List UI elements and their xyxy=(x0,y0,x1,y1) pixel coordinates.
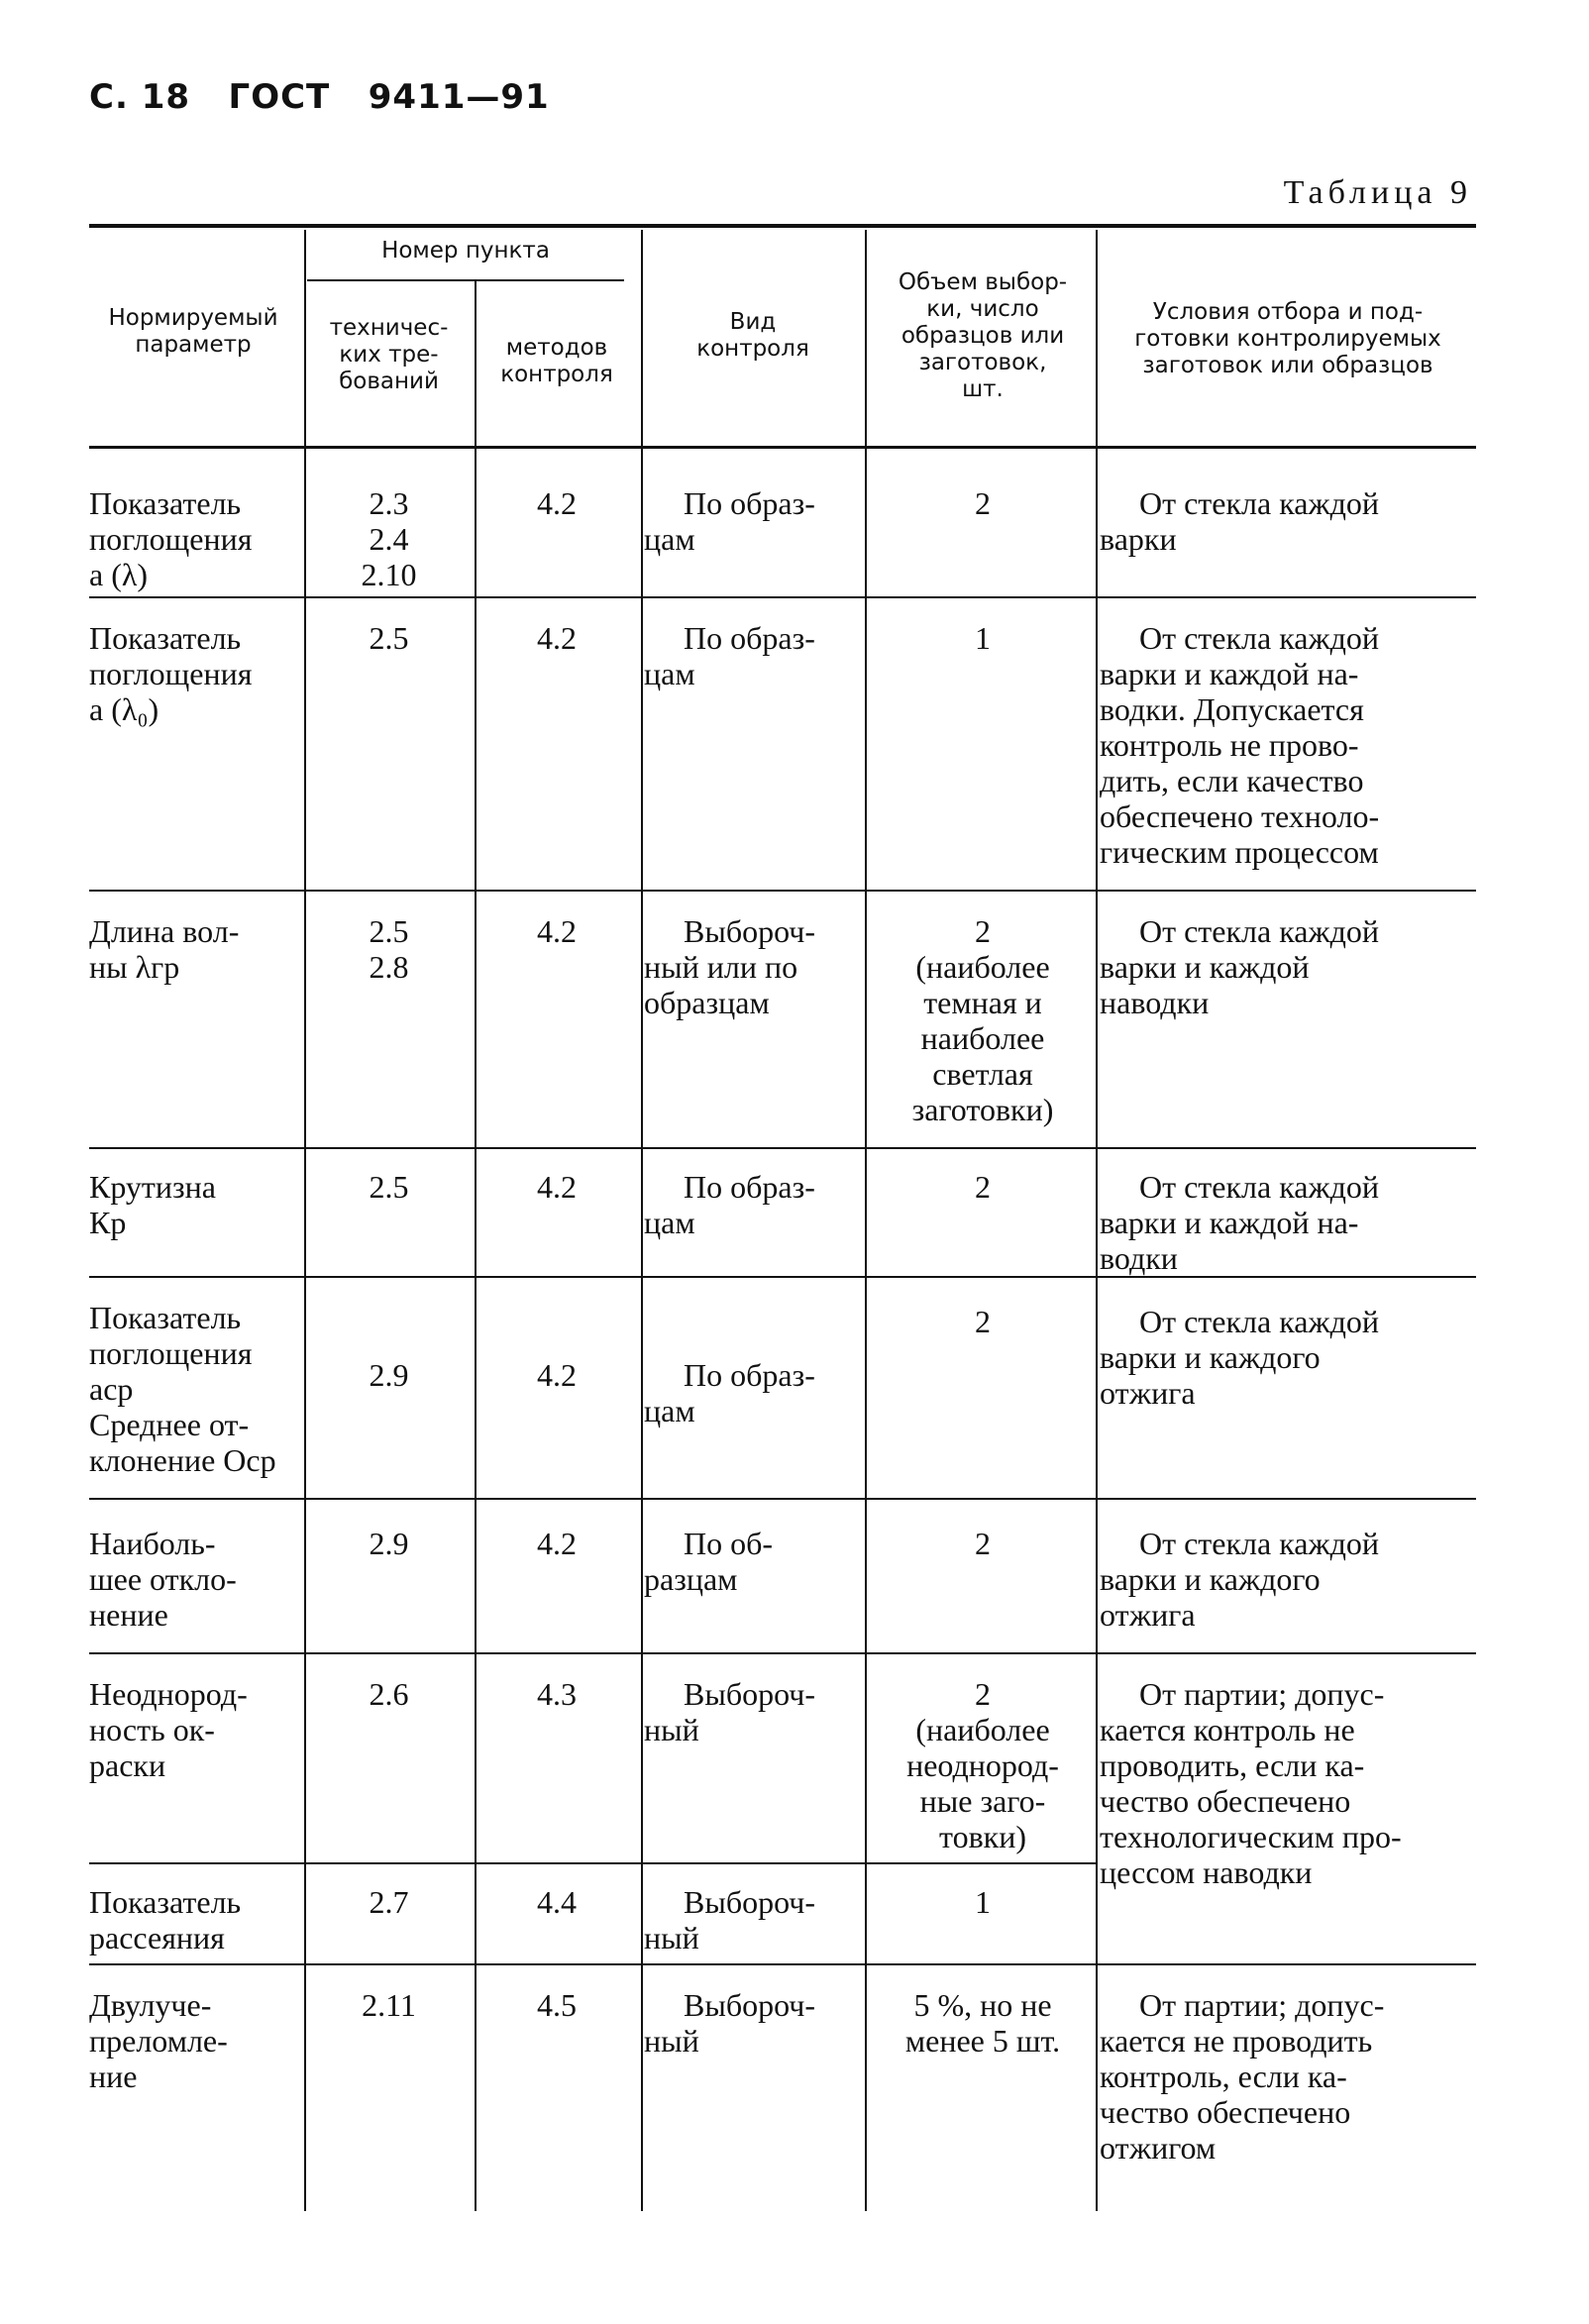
cell-volume: 1 xyxy=(975,620,991,656)
cell-conditions: От стекла каждой варки xyxy=(1100,485,1379,557)
cell-methods: 4.2 xyxy=(537,620,577,656)
row-separator xyxy=(89,1276,1476,1278)
cell-volume: 5 %, но не менее 5 шт. xyxy=(904,1987,1061,2059)
header-bottom-rule xyxy=(89,446,1476,449)
cell-kind: По об- разцам xyxy=(644,1526,774,1597)
page-running-head: С. 18 ГОСТ 9411—91 xyxy=(89,77,550,117)
header-conditions: Условия отбора и под- готовки контролируемых заготовок или образцов xyxy=(1134,299,1441,378)
cell-methods: 4.5 xyxy=(537,1987,577,2023)
cell-kind: По образ- цам xyxy=(644,485,815,557)
header-volume: Объем выбор- ки, число образцов или заготовок, шт. xyxy=(898,269,1068,402)
header-methods: методов контроля xyxy=(500,335,613,387)
row-separator xyxy=(89,890,1476,892)
cell-kind: По образ- цам xyxy=(644,1169,815,1240)
column-divider xyxy=(641,230,643,2211)
cell-volume: 2 xyxy=(975,1169,991,1205)
cell-volume: 2 xyxy=(975,485,991,521)
row-separator xyxy=(89,1147,1476,1149)
cell-conditions: От партии; допус- кается контроль не проводить, если ка- чество обеспечено технологическим про- цессом наводки xyxy=(1100,1676,1402,1890)
cell-volume: 2 xyxy=(975,1526,991,1561)
cell-tech: 2.5 xyxy=(369,620,409,656)
cell-conditions: От стекла каждой варки и каждой на- водки. Допускается контроль не прово- дить, если качество обеспечено техноло- гическим процессом xyxy=(1100,620,1380,870)
cell-tech: 2.5 2.8 xyxy=(369,913,409,985)
cell-conditions: От стекла каждой варки и каждой наводки xyxy=(1100,913,1379,1020)
row-separator xyxy=(89,1652,1476,1654)
column-divider xyxy=(304,230,306,2211)
row-separator xyxy=(89,596,1476,598)
cell-kind: Выбороч- ный xyxy=(644,1987,816,2059)
cell-param: Показатель поглощения аср Среднее от- клонение Оср xyxy=(89,1300,276,1478)
cell-tech: 2.5 xyxy=(369,1169,409,1205)
cell-tech: 2.9 xyxy=(369,1357,409,1393)
cell-tech: 2.11 xyxy=(362,1987,416,2023)
cell-tech: 2.7 xyxy=(369,1884,409,1920)
header-subrule xyxy=(307,279,624,281)
cell-conditions: От стекла каждой варки и каждой на- водки xyxy=(1100,1169,1379,1276)
cell-volume: 1 xyxy=(975,1884,991,1920)
cell-kind: По образ- цам xyxy=(644,620,815,691)
cell-param: Двулуче- преломле- ние xyxy=(89,1987,228,2094)
row-separator-partial xyxy=(89,1862,1096,1864)
cell-tech: 2.3 2.4 2.10 xyxy=(361,485,417,592)
cell-methods: 4.2 xyxy=(537,913,577,949)
column-divider xyxy=(1096,230,1098,2211)
cell-param: Показатель рассеяния xyxy=(89,1884,242,1955)
cell-tech: 2.9 xyxy=(369,1526,409,1561)
cell-param: Длина вол- ны λгр xyxy=(89,913,240,985)
cell-param: Наиболь- шее откло- нение xyxy=(89,1526,237,1633)
cell-tech: 2.6 xyxy=(369,1676,409,1712)
cell-conditions: От стекла каждой варки и каждого отжига xyxy=(1100,1526,1379,1633)
cell-methods: 4.2 xyxy=(537,485,577,521)
cell-methods: 4.2 xyxy=(537,1526,577,1561)
cell-volume: 2 xyxy=(975,1304,991,1339)
column-divider xyxy=(865,230,867,2211)
cell-kind: По образ- цам xyxy=(644,1357,815,1428)
header-item-group: Номер пункта xyxy=(381,238,550,264)
cell-methods: 4.2 xyxy=(537,1357,577,1393)
cell-methods: 4.4 xyxy=(537,1884,577,1920)
cell-kind: Выбороч- ный xyxy=(644,1884,816,1955)
header-kind: Вид контроля xyxy=(696,309,809,362)
cell-param: Показатель поглощения а (λ₀) xyxy=(89,620,253,727)
header-param: Нормируемый параметр xyxy=(108,305,278,358)
row-separator xyxy=(89,1963,1476,1965)
table-number-label: Таблица 9 xyxy=(1283,174,1472,211)
cell-param: Показатель поглощения а (λ) xyxy=(89,485,253,592)
cell-kind: Выбороч- ный xyxy=(644,1676,816,1747)
cell-param: Крутизна Кр xyxy=(89,1169,216,1240)
cell-kind: Выбороч- ный или по образцам xyxy=(644,913,816,1020)
header-tech: техничес- ких тре- бований xyxy=(329,315,449,394)
table-top-rule xyxy=(89,224,1476,228)
cell-conditions: От партии; допус- кается не проводить контроль, если ка- чество обеспечено отжигом xyxy=(1100,1987,1385,2166)
cell-conditions: От стекла каждой варки и каждого отжига xyxy=(1100,1304,1379,1411)
cell-volume: 2 (наиболее неоднород- ные заго- товки) xyxy=(906,1676,1059,1854)
cell-param: Неоднород- ность ок- раски xyxy=(89,1676,248,1783)
column-divider xyxy=(475,281,477,2211)
cell-methods: 4.3 xyxy=(537,1676,577,1712)
row-separator xyxy=(89,1498,1476,1500)
cell-volume: 2 (наиболее темная и наиболее светлая заготовки) xyxy=(911,913,1054,1127)
cell-methods: 4.2 xyxy=(537,1169,577,1205)
